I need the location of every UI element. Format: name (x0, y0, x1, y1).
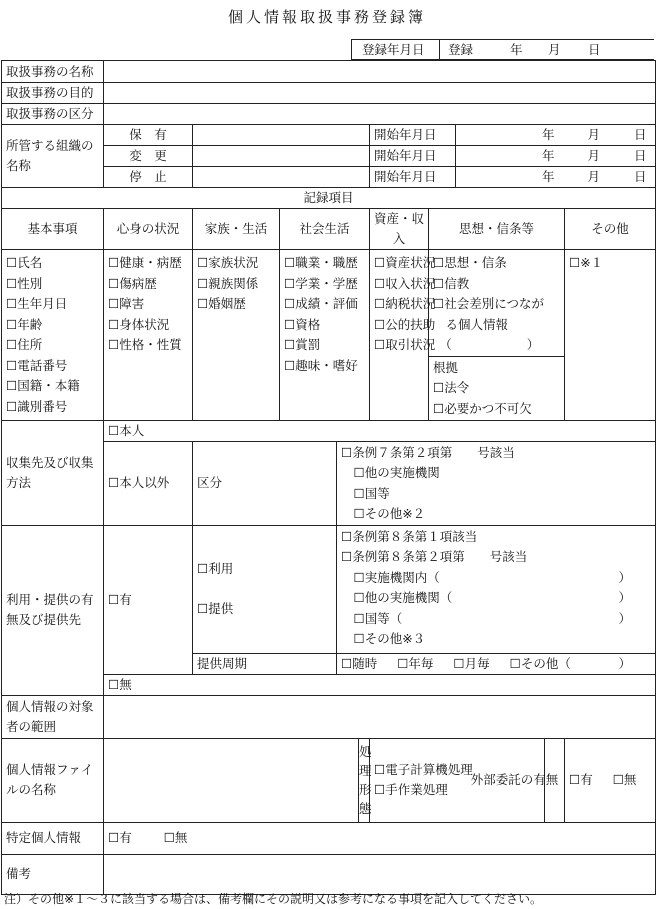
checkbox-family[interactable]: ☐家族状況 (197, 255, 259, 270)
category-thought: 思想・信条等 (429, 209, 565, 250)
target-field[interactable] (104, 695, 656, 738)
checkbox-national[interactable]: ☐国等 (341, 485, 390, 501)
checkbox-health[interactable]: ☐健康・病歴 (108, 255, 182, 270)
checkbox-hobby[interactable]: ☐趣味・嗜好 (284, 357, 358, 373)
checkbox-assets[interactable]: ☐資産状況 (374, 255, 436, 270)
checkbox-outsource-no[interactable]: ☐無 (612, 772, 637, 787)
registration-date-box (351, 39, 654, 60)
other-items (565, 250, 656, 421)
collection-options (337, 441, 656, 525)
category-assets: 資産・収入 (370, 209, 429, 250)
checkbox-usage-no[interactable]: ☐無 (104, 674, 656, 695)
family-items (193, 250, 280, 421)
registration-year: 年 (510, 42, 523, 57)
checkbox-income[interactable]: ☐収入状況 (374, 275, 436, 291)
page-title: 個人情報取扱事務登録簿 (227, 8, 426, 26)
checkbox-discrimination[interactable]: ☐社会差別につなが (433, 296, 544, 311)
checkbox-collection-self[interactable]: ☐本人 (104, 420, 656, 441)
checkbox-sex[interactable]: ☐性別 (6, 275, 43, 291)
mind-items (104, 250, 193, 421)
usage-type (193, 525, 337, 653)
category-basic: 基本事項 (2, 209, 104, 250)
checkbox-occupation[interactable]: ☐職業・職歴 (284, 255, 358, 270)
outsource-options (565, 738, 656, 822)
target-label: 個人情報の対象者の範囲 (2, 695, 104, 738)
checkbox-religion[interactable]: ☐信教 (433, 275, 470, 291)
checkbox-collection-other-2[interactable]: ☐その他※２ (341, 506, 426, 521)
checkbox-national-provide[interactable]: ☐国等（ ） (341, 610, 632, 626)
remarks-field[interactable] (104, 854, 656, 894)
specific-label: 特定個人情報 (2, 822, 104, 854)
asset-items (370, 250, 436, 421)
purpose-field[interactable] (104, 83, 656, 104)
basis-items (429, 356, 565, 420)
usage-options (337, 525, 656, 653)
registration-prefix: 登録 (448, 42, 474, 57)
checkbox-cycle-monthly[interactable]: ☐月毎 (453, 655, 490, 671)
checkbox-cycle-anytime[interactable]: ☐随時 (341, 655, 378, 671)
checkbox-tax[interactable]: ☐納税状況 (374, 296, 436, 311)
category-other: その他 (565, 209, 656, 250)
footnote: 注）その他※１～３に該当する場合は、備考欄にその説明又は参考になる事項を記入してください。 (4, 892, 543, 906)
checkbox-other-agency-provide[interactable]: ☐他の実施機関（ ） (341, 590, 632, 605)
checkbox-within-agency[interactable]: ☐実施機関内（ ） (341, 569, 632, 585)
checkbox-injury[interactable]: ☐傷病歴 (108, 275, 157, 291)
checkbox-address[interactable]: ☐住所 (6, 337, 43, 352)
checkbox-usage-yes[interactable]: ☐有 (104, 525, 193, 674)
checkbox-other-1[interactable]: ☐※１ (569, 255, 604, 270)
file-name-label: 個人情報ファイルの名称 (2, 738, 104, 822)
checkbox-cycle-yearly[interactable]: ☐年毎 (397, 655, 434, 671)
checkbox-id-number[interactable]: ☐識別番号 (6, 398, 68, 414)
checkbox-relatives[interactable]: ☐親族関係 (197, 275, 259, 291)
file-name-field[interactable] (104, 738, 359, 822)
checkbox-provide[interactable]: ☐提供 (197, 601, 234, 616)
specific-options (104, 822, 656, 854)
social-items (280, 250, 370, 421)
checkbox-ordinance-8-2[interactable]: ☐条例第８条第２項第 号該当 (341, 549, 528, 564)
checkbox-phone[interactable]: ☐電話番号 (6, 357, 68, 373)
collection-kubun-label: 区分 (193, 441, 337, 525)
usage-label: 利用・提供の有無及び提供先 (2, 525, 104, 695)
registration-month: 月 (548, 42, 561, 57)
checkbox-other-agency[interactable]: ☐他の実施機関 (341, 465, 440, 480)
checkbox-use[interactable]: ☐利用 (197, 560, 234, 576)
org-hold-field[interactable] (193, 125, 370, 146)
checkbox-age[interactable]: ☐年齢 (6, 316, 43, 332)
org-change-field[interactable] (193, 146, 370, 167)
record-items-header: 記録項目 (2, 188, 656, 209)
discrimination-detail[interactable]: （ ） (433, 337, 540, 352)
checkbox-disability[interactable]: ☐障害 (108, 296, 145, 311)
checkbox-specific-yes[interactable]: ☐有 (108, 830, 132, 845)
org-stop-date[interactable]: 年 月 日 (456, 167, 656, 188)
discrimination-continued: る個人情報 (433, 316, 509, 332)
row-label-org: 所管する組織の名称 (2, 125, 104, 188)
checkbox-public-aid[interactable]: ☐公的扶助 (374, 316, 436, 332)
checkbox-ordinance-8-1[interactable]: ☐条例第８条第１項該当 (341, 528, 478, 544)
org-state-stop: 停 止 (104, 167, 193, 188)
checkbox-education[interactable]: ☐学業・学歴 (284, 275, 358, 291)
checkbox-cycle-other[interactable]: ☐その他（ (509, 655, 571, 671)
checkbox-law[interactable]: ☐法令 (433, 380, 470, 395)
checkbox-birthdate[interactable]: ☐生年月日 (6, 296, 68, 311)
category-mind: 心身の状況 (104, 209, 193, 250)
checkbox-grades[interactable]: ☐成績・評価 (284, 296, 358, 311)
checkbox-physical[interactable]: ☐身体状況 (108, 316, 170, 332)
processing-label: 処 理 形 態 (359, 738, 370, 822)
category-field[interactable] (104, 104, 656, 125)
checkbox-transactions[interactable]: ☐取引状況 (374, 337, 436, 352)
org-state-change: 変 更 (104, 146, 193, 167)
row-label-category: 取扱事務の区分 (2, 104, 104, 125)
checkbox-awards[interactable]: ☐賞罰 (284, 337, 321, 352)
collection-label: 収集先及び収集方法 (2, 420, 104, 525)
registration-day: 日 (588, 42, 601, 57)
checkbox-outsource-yes[interactable]: ☐有 (569, 772, 593, 787)
org-state-hold: 保 有 (104, 125, 193, 146)
remarks-label: 備考 (2, 854, 104, 894)
basic-items (2, 250, 104, 421)
category-family: 家族・生活 (193, 209, 280, 250)
checkbox-belief[interactable]: ☐思想・信条 (433, 255, 507, 270)
registration-date-label: 登録年月日 (362, 42, 425, 57)
checkbox-personality[interactable]: ☐性格・性質 (108, 337, 182, 352)
row-label-purpose: 取扱事務の目的 (2, 83, 104, 104)
checkbox-manual[interactable]: ☐手作業処理 (374, 782, 448, 797)
checkbox-nationality[interactable]: ☐国籍・本籍 (6, 378, 80, 393)
cycle-label: 提供周期 (193, 653, 337, 674)
checkbox-marriage[interactable]: ☐婚姻歴 (197, 296, 246, 311)
org-hold-start-label: 開始年月日 (370, 125, 456, 146)
checkbox-computer[interactable]: ☐電子計算機処理 (374, 761, 473, 777)
org-stop-start-label: 開始年月日 (370, 167, 456, 188)
row-label-name: 取扱事務の名称 (2, 61, 104, 83)
org-change-date[interactable]: 年 月 日 (456, 146, 656, 167)
cycle-options: ☐随時 ☐年毎 ☐月毎 ☐その他（ ） (337, 653, 656, 674)
checkbox-name[interactable]: ☐氏名 (6, 255, 43, 270)
checkbox-qualification[interactable]: ☐資格 (284, 316, 321, 332)
org-hold-date[interactable]: 年 月 日 (456, 125, 656, 146)
basis-label: 根拠 (433, 359, 459, 375)
org-stop-field[interactable] (193, 167, 370, 188)
checkbox-usage-other-3[interactable]: ☐その他※３ (341, 631, 426, 646)
checkbox-specific-no[interactable]: ☐無 (163, 830, 188, 845)
org-change-start-label: 開始年月日 (370, 146, 456, 167)
checkbox-ordinance-7[interactable]: ☐条例７条第２項第 号該当 (341, 444, 515, 460)
thought-items (429, 250, 565, 357)
registry-form (1, 60, 656, 895)
checkbox-collection-other[interactable]: ☐本人以外 (104, 441, 193, 525)
name-field[interactable] (104, 61, 656, 83)
outsource-label: 外部委託の有無 (545, 738, 565, 822)
checkbox-necessary[interactable]: ☐必要かつ不可欠 (433, 400, 532, 416)
category-social: 社会生活 (280, 209, 370, 250)
